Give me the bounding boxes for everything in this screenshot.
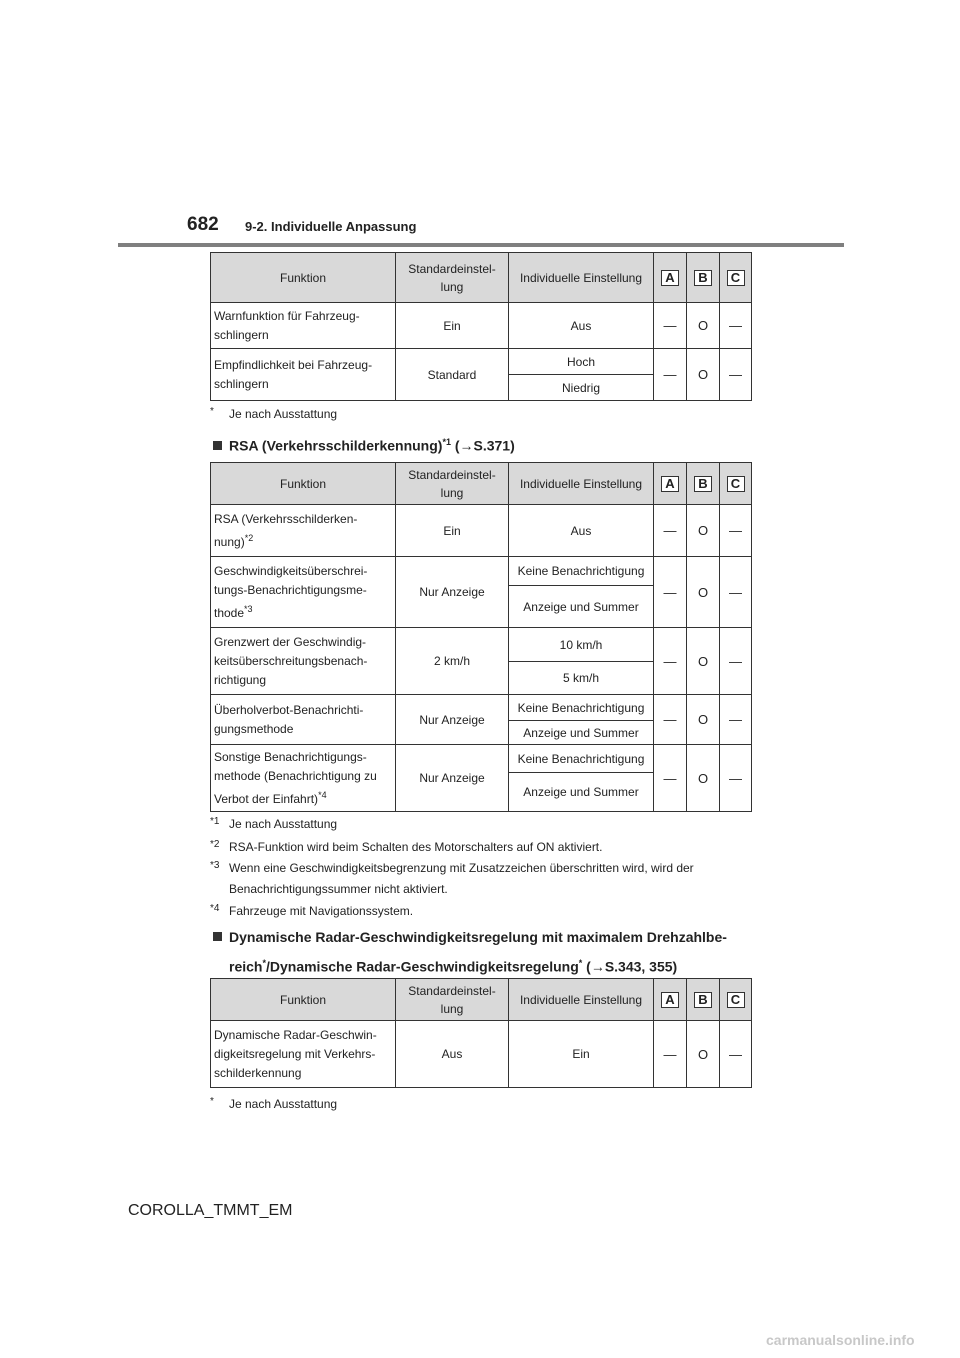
- rsa-heading: RSA (Verkehrsschilderkennung)$^{*1}$ (→S.371): [213, 430, 515, 458]
- row-option: Ein: [509, 1021, 654, 1088]
- col-header-c: C: [727, 476, 745, 492]
- row-option: Keine Benachrichtigung: [509, 695, 654, 721]
- row-a: —: [654, 628, 687, 695]
- col-header-standard: Standardeinstel-lung: [396, 979, 509, 1021]
- row-default: Nur Anzeige: [396, 745, 509, 812]
- row-option: Anzeige und Summer: [509, 586, 654, 628]
- watermark: carmanualsonline.info: [766, 1332, 915, 1348]
- row-a: —: [654, 695, 687, 745]
- row-function: Geschwindigkeitsüberschrei-tungs-Benachrichtigungsme-thode$^{*3}$: [211, 557, 396, 628]
- radar-heading: Dynamische Radar-Geschwindigkeitsregelung mit maximalem Drehzahlbe- reich*/Dynamische Radar-Geschwindigkeitsregelung* (→S.343, 355): [213, 925, 727, 979]
- col-header-b: B: [694, 270, 712, 286]
- row-b: O: [687, 505, 720, 557]
- page-number: 682: [187, 214, 219, 235]
- row-function: RSA (Verkehrsschilderken-nung)$^{*2}$: [211, 505, 396, 557]
- row-b: O: [687, 745, 720, 812]
- row-function: Dynamische Radar-Geschwin-digkeitsregelung mit Verkehrs-schilderkennung: [211, 1021, 396, 1088]
- row-b: O: [687, 1021, 720, 1088]
- bullet-square-icon: [213, 932, 222, 941]
- col-header-individual: Individuelle Einstellung: [509, 463, 654, 505]
- bullet-square-icon: [213, 441, 222, 450]
- footnote: * Je nach Ausstattung: [210, 1096, 338, 1111]
- footnote: *3 Wenn eine Geschwindigkeitsbegrenzung mit Zusatzzeichen überschritten wird, wird der Benachrichtigungssummer nicht aktiviert.: [210, 860, 694, 896]
- row-b: O: [687, 349, 720, 401]
- row-a: —: [654, 505, 687, 557]
- row-c: —: [720, 505, 752, 557]
- col-header-individual: Individuelle Einstellung: [509, 979, 654, 1021]
- col-header-b: B: [694, 476, 712, 492]
- row-option: 10 km/h: [509, 628, 654, 662]
- row-b: O: [687, 557, 720, 628]
- row-option: Aus: [509, 505, 654, 557]
- row-b: O: [687, 303, 720, 349]
- row-function: Überholverbot-Benachrichti-gungsmethode: [211, 695, 396, 745]
- table-row: [211, 557, 752, 586]
- row-default: Ein: [396, 505, 509, 557]
- row-b: O: [687, 628, 720, 695]
- row-c: —: [720, 349, 752, 401]
- row-a: —: [654, 557, 687, 628]
- row-function: Warnfunktion für Fahrzeug-schlingern: [211, 303, 396, 349]
- table-vehicle-sway: [210, 252, 752, 401]
- row-c: —: [720, 303, 752, 349]
- table-row: [211, 349, 752, 375]
- footnote-mark: *: [210, 406, 214, 417]
- footnote: *1 Je nach Ausstattung: [210, 816, 338, 831]
- row-option: Keine Benachrichtigung: [509, 745, 654, 773]
- row-default: 2 km/h: [396, 628, 509, 695]
- row-a: —: [654, 349, 687, 401]
- row-default: Aus: [396, 1021, 509, 1088]
- row-function: Grenzwert der Geschwindig-keitsüberschreitungsbenach-richtigung: [211, 628, 396, 695]
- table-radar: [210, 978, 752, 1088]
- row-c: —: [720, 695, 752, 745]
- col-header-funktion: Funktion: [211, 463, 396, 505]
- col-header-c: C: [727, 270, 745, 286]
- row-option: Hoch: [509, 349, 654, 375]
- document-id: COROLLA_TMMT_EM: [128, 1202, 293, 1219]
- row-b: O: [687, 695, 720, 745]
- table-row: [211, 628, 752, 662]
- table-row: [211, 1021, 752, 1088]
- row-option: Anzeige und Summer: [509, 773, 654, 812]
- table-row: [211, 303, 752, 349]
- col-header-a: A: [661, 476, 679, 492]
- table-row: [211, 745, 752, 773]
- col-header-funktion: Funktion: [211, 253, 396, 303]
- row-c: —: [720, 1021, 752, 1088]
- table-row: [211, 695, 752, 721]
- table-rsa: [210, 462, 752, 812]
- footnote-text: Je nach Ausstattung: [229, 407, 338, 421]
- row-default: Ein: [396, 303, 509, 349]
- col-header-standard: Standardeinstel-lung: [396, 463, 509, 505]
- footnote: [210, 404, 749, 425]
- table-row: [211, 505, 752, 557]
- row-option: Anzeige und Summer: [509, 721, 654, 745]
- col-header-standard: Standardeinstel-lung: [396, 253, 509, 303]
- row-option: Niedrig: [509, 375, 654, 401]
- row-a: —: [654, 303, 687, 349]
- col-header-c: C: [727, 992, 745, 1008]
- row-a: —: [654, 1021, 687, 1088]
- col-header-a: A: [661, 992, 679, 1008]
- col-header-b: B: [694, 992, 712, 1008]
- row-option: 5 km/h: [509, 662, 654, 695]
- row-option: Keine Benachrichtigung: [509, 557, 654, 586]
- row-c: —: [720, 557, 752, 628]
- footnote: *2 RSA-Funktion wird beim Schalten des Motorschalters auf ON aktiviert.: [210, 839, 603, 854]
- col-header-a: A: [661, 270, 679, 286]
- row-a: —: [654, 745, 687, 812]
- row-option: Aus: [509, 303, 654, 349]
- row-default: Nur Anzeige: [396, 557, 509, 628]
- row-c: —: [720, 628, 752, 695]
- row-function: Empfindlichkeit bei Fahrzeug-schlingern: [211, 349, 396, 401]
- section-title: 9-2. Individuelle Anpassung: [245, 219, 417, 234]
- header-rule: [118, 243, 844, 247]
- row-default: Nur Anzeige: [396, 695, 509, 745]
- col-header-individual: Individuelle Einstellung: [509, 253, 654, 303]
- row-default: Standard: [396, 349, 509, 401]
- row-c: —: [720, 745, 752, 812]
- footnote: *4 Fahrzeuge mit Navigationssystem.: [210, 903, 414, 918]
- col-header-funktion: Funktion: [211, 979, 396, 1021]
- row-function: Sonstige Benachrichtigungs-methode (Benachrichtigung zu Verbot der Einfahrt)$^{*4}$: [211, 745, 396, 812]
